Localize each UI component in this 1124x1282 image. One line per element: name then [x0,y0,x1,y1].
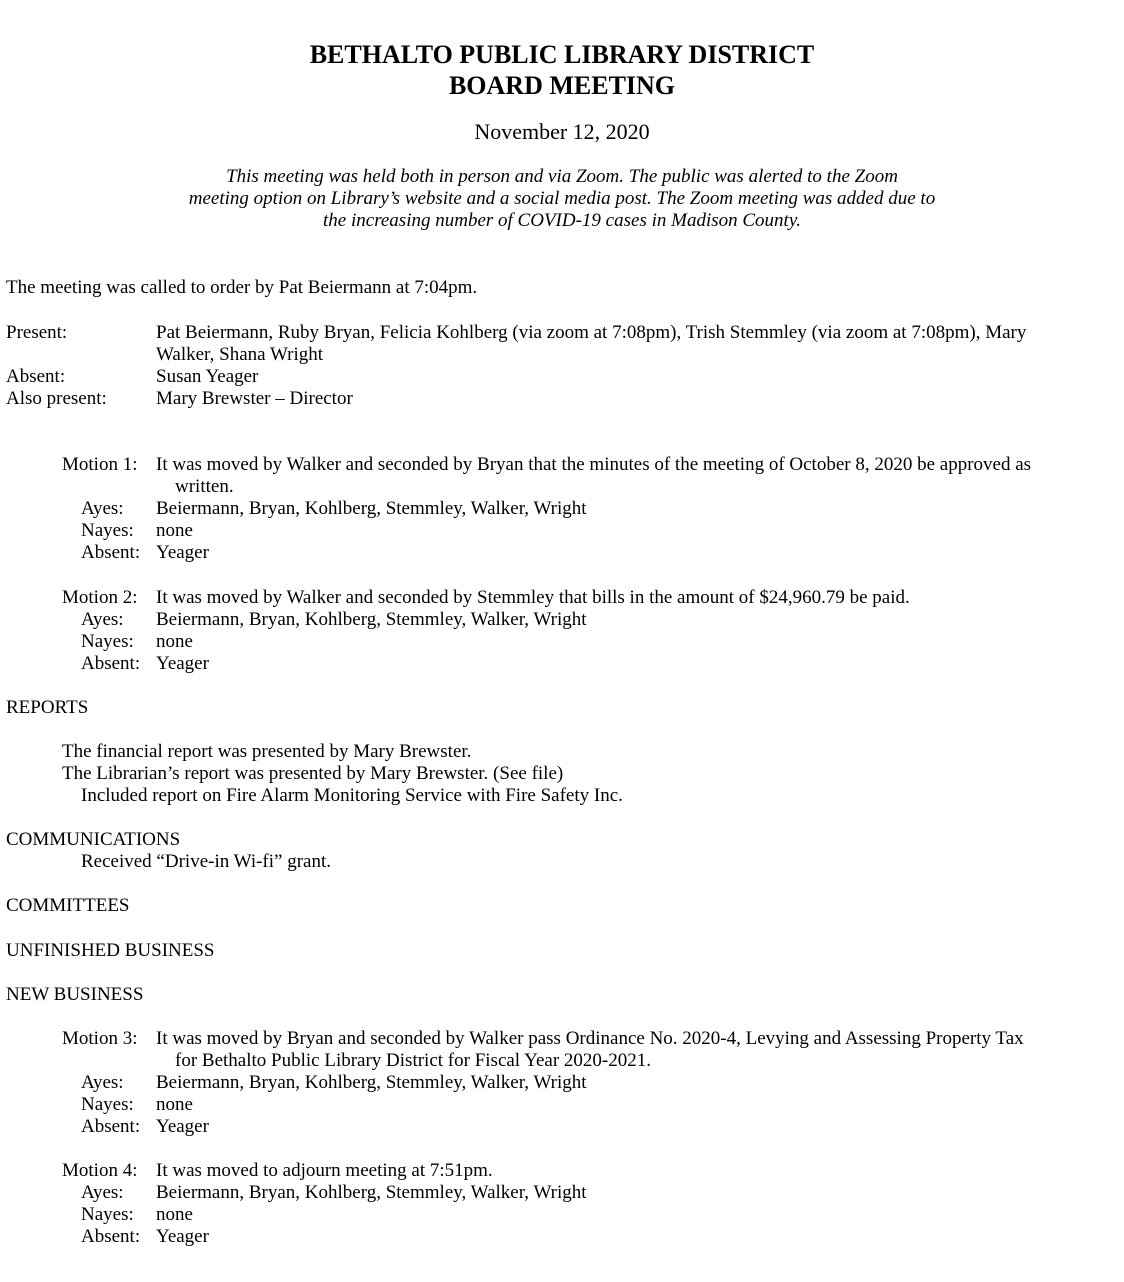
motion-1-nayes: none [156,520,193,541]
motion-1-ayes: Beiermann, Bryan, Kohlberg, Stemmley, Walker, Wright [156,498,587,519]
motion-3-absent: Yeager [156,1116,209,1137]
motion-2-nayes-label: Nayes: [81,631,134,652]
motion-1-nayes-label: Nayes: [81,520,134,541]
motion-1-absent-label: Absent: [81,542,141,563]
reports-librarian: The Librarian’s report was presented by Mary Brewster. (See file) [62,763,564,784]
call-to-order: The meeting was called to order by Pat Beiermann at 7:04pm. [6,277,478,298]
motion-1-ayes-label: Ayes: [81,498,124,519]
document-title-line2: BOARD MEETING [448,71,676,100]
reports-financial: The financial report was presented by Mary Brewster. [62,741,472,762]
motion-4-label: Motion 4: [62,1160,138,1181]
meeting-note-line3: the increasing number of COVID-19 cases in Madison County. [323,210,801,231]
motion-2-nayes: none [156,631,193,652]
motion-3-ayes: Beiermann, Bryan, Kohlberg, Stemmley, Walker, Wright [156,1072,587,1093]
motion-3-absent-label: Absent: [81,1116,141,1137]
meeting-date: November 12, 2020 [474,119,650,144]
motion-2-ayes: Beiermann, Bryan, Kohlberg, Stemmley, Walker, Wright [156,609,587,630]
meeting-note-line2: meeting option on Library’s website and a social media post. The Zoom meeting was added due to [188,188,936,209]
also-present-label: Also present: [6,388,107,409]
communications-heading: COMMUNICATIONS [6,829,181,850]
communications-grant: Received “Drive-in Wi-fi” grant. [81,851,331,872]
new-business-heading: NEW BUSINESS [6,984,144,1005]
motion-1-label: Motion 1: [62,454,138,475]
motion-4-text-line1: It was moved to adjourn meeting at 7:51pm. [156,1160,493,1181]
reports-fire-alarm: Included report on Fire Alarm Monitoring Service with Fire Safety Inc. [81,785,623,806]
motion-4-nayes: none [156,1204,193,1225]
motion-3-nayes: none [156,1094,193,1115]
committees-heading: COMMITTEES [6,895,130,916]
unfinished-business-heading: UNFINISHED BUSINESS [6,940,215,961]
motion-1-absent: Yeager [156,542,209,563]
motion-2-absent-label: Absent: [81,653,141,674]
absent-names: Susan Yeager [156,366,259,387]
document-title-line1: BETHALTO PUBLIC LIBRARY DISTRICT [309,40,815,69]
motion-4-absent: Yeager [156,1226,209,1247]
motion-2-text-line1: It was moved by Walker and seconded by Stemmley that bills in the amount of $24,960.79 be paid. [156,587,910,608]
motion-2-absent: Yeager [156,653,209,674]
motion-2-label: Motion 2: [62,587,138,608]
motion-4-ayes: Beiermann, Bryan, Kohlberg, Stemmley, Walker, Wright [156,1182,587,1203]
motion-4-nayes-label: Nayes: [81,1204,134,1225]
absent-label: Absent: [6,366,66,387]
motion-2-ayes-label: Ayes: [81,609,124,630]
motion-3-ayes-label: Ayes: [81,1072,124,1093]
present-names-line1: Pat Beiermann, Ruby Bryan, Felicia Kohlberg (via zoom at 7:08pm), Trish Stemmley (via zoom at 7:08pm), Mary [156,322,1027,343]
motion-3-nayes-label: Nayes: [81,1094,134,1115]
present-names-line2: Walker, Shana Wright [156,344,324,365]
motion-3-text-line2: for Bethalto Public Library District for Fiscal Year 2020-2021. [175,1050,651,1071]
motion-4-absent-label: Absent: [81,1226,141,1247]
motion-3-label: Motion 3: [62,1028,138,1049]
reports-heading: REPORTS [6,697,89,718]
present-label: Present: [6,322,68,343]
meeting-note-line1: This meeting was held both in person and via Zoom. The public was alerted to the Zoom [226,166,898,187]
also-present-names: Mary Brewster – Director [156,388,353,409]
motion-1-text-line2: written. [175,476,234,497]
motion-3-text-line1: It was moved by Bryan and seconded by Walker pass Ordinance No. 2020-4, Levying and Assessing Property Tax [156,1028,1024,1049]
motion-4-ayes-label: Ayes: [81,1182,124,1203]
motion-1-text-line1: It was moved by Walker and seconded by Bryan that the minutes of the meeting of October 8, 2020 be approved as [156,454,1032,475]
